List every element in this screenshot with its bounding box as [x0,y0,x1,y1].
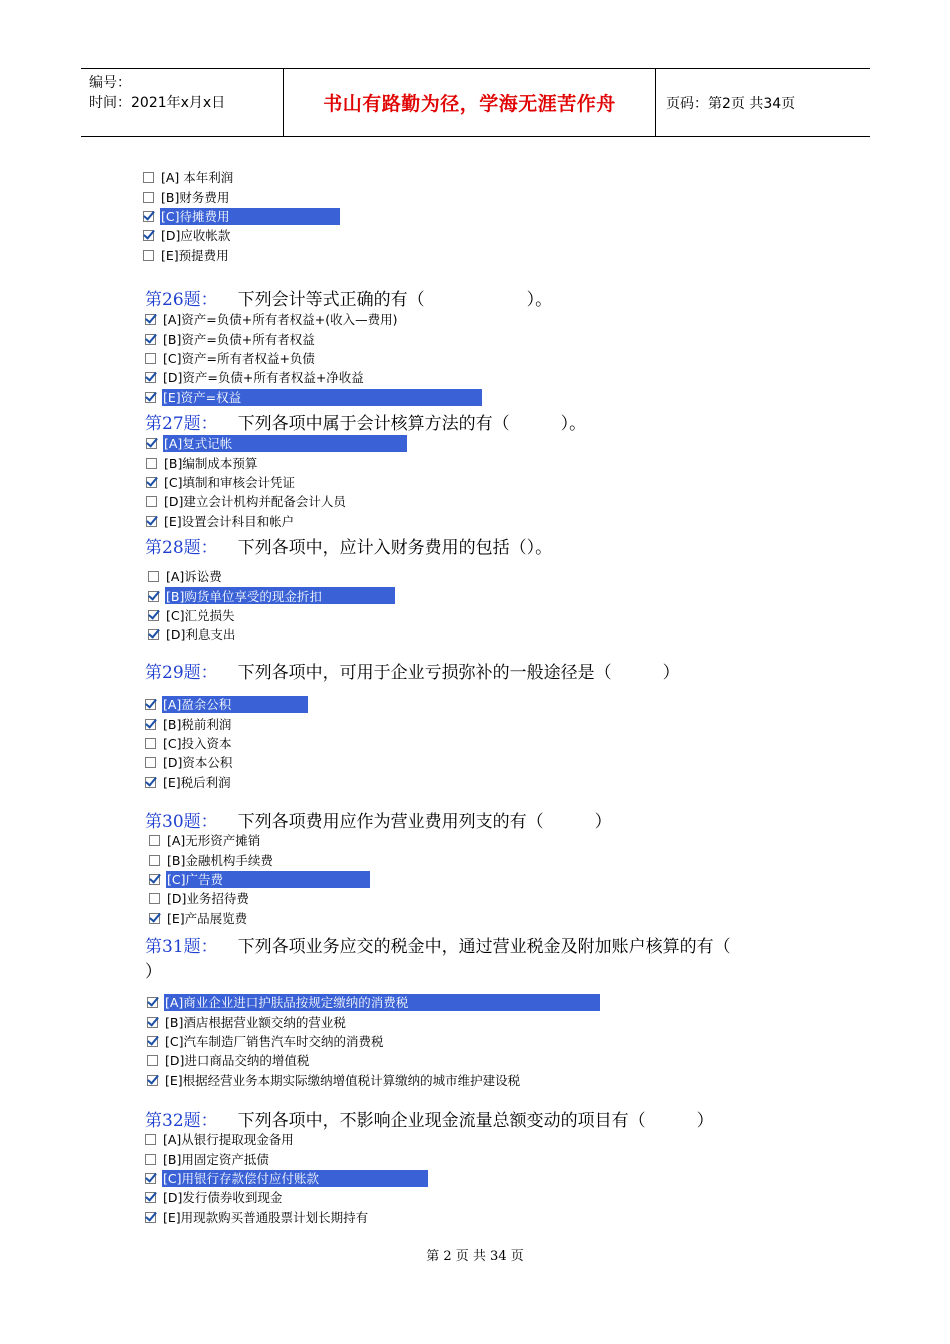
question-31-continued: ） [145,962,162,982]
page-footer: 第 2 页 共 34 页 [426,1249,524,1264]
checkbox-checked[interactable] [145,372,156,383]
option-row[interactable] [147,1032,520,1051]
q27-options [146,434,346,531]
option-label: [C]汇兑损失 [166,607,235,623]
motto: 书山有路勤为径，学海无涯苦作舟 [323,93,616,115]
option-label: [C]广告费 [167,871,223,887]
option-label: [C]资产=所有者权益+负债 [163,350,315,366]
number-label: 编号： [89,75,131,91]
checkbox-unchecked[interactable] [143,192,154,203]
option-row[interactable] [145,349,397,368]
time-label: 时间：2021年x月x日 [89,95,226,111]
option-row[interactable] [145,310,397,329]
option-row[interactable] [145,753,232,772]
option-row[interactable] [145,329,397,348]
checkbox-unchecked[interactable] [146,496,157,507]
question-text: 下列各项中，可用于企业亏损弥补的一般途径是（ ） [237,663,680,683]
option-label: [B]用固定资产抵债 [163,1151,269,1167]
option-row[interactable] [147,1071,520,1090]
option-label: [D]利息支出 [166,627,236,643]
checkbox-unchecked[interactable] [147,1055,158,1066]
checkbox-checked[interactable] [146,516,157,527]
option-label: [C]填制和审核会计凭证 [164,474,295,490]
option-row[interactable] [143,187,233,206]
option-row[interactable] [146,453,346,472]
checkbox-unchecked[interactable] [143,172,154,183]
option-label: [C]待摊费用 [161,208,230,224]
checkbox-checked[interactable] [145,777,156,788]
option-row[interactable] [143,226,233,245]
question-text: 下列各项费用应作为营业费用列支的有（ ） [237,812,612,832]
q29-options [145,695,232,792]
question-number: 第32题： [145,1111,218,1131]
option-row[interactable] [148,586,322,605]
option-label: [D]建立会计机构并配备会计人员 [164,494,346,510]
checkbox-checked[interactable] [146,438,157,449]
option-label: [D]发行债券收到现金 [163,1190,283,1206]
option-label: [E]用现款购买普通股票计划长期持有 [163,1209,369,1225]
option-label: [A]商业企业进口护肤品按规定缴纳的消费税 [165,995,409,1011]
q25-options [143,168,233,265]
option-row[interactable] [145,388,397,407]
checkbox-checked[interactable] [146,477,157,488]
option-label: [C]汽车制造厂销售汽车时交纳的消费税 [165,1033,384,1049]
option-row[interactable] [143,207,233,226]
checkbox-unchecked[interactable] [149,855,160,866]
option-label: [B]金融机构手续费 [167,852,273,868]
option-label: [B]编制成本预算 [164,455,258,471]
option-label: [A]盈余公积 [163,697,232,713]
option-row[interactable] [145,734,232,753]
option-row[interactable] [148,606,322,625]
option-label: [D]进口商品交纳的增值税 [165,1053,310,1069]
option-row[interactable] [146,473,346,492]
question-32 [145,1106,714,1131]
option-row[interactable] [148,625,322,644]
option-row[interactable] [145,695,232,714]
question-text: 下列会计等式正确的有（ ）。 [237,290,553,310]
option-label: [B]财务费用 [161,189,230,205]
checkbox-checked[interactable] [147,1075,158,1086]
option-row[interactable] [145,1130,368,1149]
checkbox-checked[interactable] [149,913,160,924]
question-text: 下列各项中，应计入财务费用的包括（）。 [237,538,553,558]
option-label: [E]产品展览费 [167,910,248,926]
checkbox-checked[interactable] [145,1212,156,1223]
checkbox-unchecked[interactable] [148,571,159,582]
checkbox-checked[interactable] [148,591,159,602]
question-number: 第26题： [145,290,218,310]
checkbox-checked[interactable] [147,1036,158,1047]
option-row[interactable] [149,850,273,869]
option-label: [D]资产=负债+所有者权益+净收益 [163,370,364,386]
option-row[interactable] [145,773,232,792]
option-label: [C]用银行存款偿付应付账款 [163,1170,319,1186]
option-label: [B]酒店根据营业额交纳的营业税 [165,1014,346,1030]
checkbox-unchecked[interactable] [143,250,154,261]
option-row[interactable] [149,870,273,889]
question-text: 下列各项业务应交的税金中，通过营业税金及附加账户核算的有（ [237,937,731,957]
question-text: 下列各项中，不影响企业现金流量总额变动的项目有（ ） [237,1111,714,1131]
option-row[interactable] [145,1169,368,1188]
option-label: [E]设置会计科目和帐户 [164,513,295,529]
question-30 [145,807,612,832]
checkbox-unchecked[interactable] [145,738,156,749]
q26-options [145,310,397,407]
question-28 [145,533,552,558]
option-label: [A]无形资产摊销 [167,833,261,849]
checkbox-unchecked[interactable] [145,1154,156,1165]
option-label: [E]税后利润 [163,774,231,790]
question-26 [145,285,552,310]
question-number: 第30题： [145,812,218,832]
option-label: [A]从银行提取现金备用 [163,1132,294,1148]
option-label: [E]预提费用 [161,247,229,263]
option-label: [A]资产=负债+所有者权益+(收入—费用) [163,312,398,328]
option-label: [A]复式记帐 [164,436,233,452]
checkbox-checked[interactable] [147,997,158,1008]
checkbox-checked[interactable] [149,874,160,885]
question-31 [145,932,731,957]
question-29 [145,658,680,683]
checkbox-unchecked[interactable] [145,757,156,768]
option-row[interactable] [145,1188,368,1207]
q31-options [147,993,520,1090]
checkbox-checked[interactable] [143,230,154,241]
checkbox-checked[interactable] [145,392,156,403]
q30-options [149,831,273,928]
checkbox-checked[interactable] [145,719,156,730]
checkbox-unchecked[interactable] [149,893,160,904]
page-info: 页码：第2页 共34页 [666,95,796,112]
option-row[interactable] [149,889,273,908]
checkbox-checked[interactable] [147,1017,158,1028]
option-label: [D]应收帐款 [161,228,231,244]
checkbox-checked[interactable] [145,334,156,345]
q28-options [148,567,322,645]
q32-options [145,1130,368,1227]
option-row[interactable] [143,246,233,265]
option-row[interactable] [143,168,233,187]
checkbox-checked[interactable] [148,610,159,621]
checkbox-unchecked[interactable] [146,458,157,469]
option-row[interactable] [147,993,520,1012]
header-page-cell [656,69,870,136]
question-number: 第28题： [145,538,218,558]
option-label: [B]税前利润 [163,716,232,732]
checkbox-unchecked[interactable] [149,835,160,846]
option-row[interactable] [149,831,273,850]
option-row[interactable] [145,368,397,387]
question-text: 下列各项中属于会计核算方法的有（ ）。 [237,414,587,434]
checkbox-checked[interactable] [145,314,156,325]
page-header [81,68,870,137]
option-row[interactable] [147,1051,520,1070]
checkbox-checked[interactable] [148,629,159,640]
option-label: [D]业务招待费 [167,891,249,907]
option-row[interactable] [146,434,346,453]
option-row[interactable] [146,492,346,511]
option-label: [A] 本年利润 [161,170,234,186]
header-motto-cell [284,69,656,136]
header-meta-cell [81,69,284,136]
checkbox-checked[interactable] [145,699,156,710]
option-row[interactable] [146,512,346,531]
checkbox-unchecked[interactable] [145,353,156,364]
checkbox-unchecked[interactable] [145,1134,156,1145]
checkbox-checked[interactable] [143,211,154,222]
question-number: 第29题： [145,663,218,683]
option-label: [B]资产=负债+所有者权益 [163,331,315,347]
option-row[interactable] [149,909,273,928]
option-label: [E]根据经营业务本期实际缴纳增值税计算缴纳的城市维护建设税 [165,1072,521,1088]
option-row[interactable] [145,1149,368,1168]
option-label: [E]资产=权益 [163,389,242,405]
option-row[interactable] [148,567,322,586]
option-label: [A]诉讼费 [166,569,222,585]
option-label: [C]投入资本 [163,735,232,751]
question-number: 第31题： [145,937,218,957]
checkbox-checked[interactable] [145,1192,156,1203]
option-row[interactable] [145,714,232,733]
question-number: 第27题： [145,414,218,434]
question-27 [145,409,586,434]
checkbox-checked[interactable] [145,1173,156,1184]
option-label: [D]资本公积 [163,755,233,771]
option-row[interactable] [147,1012,520,1031]
option-label: [B]购货单位享受的现金折扣 [166,588,322,604]
option-row[interactable] [145,1208,368,1227]
